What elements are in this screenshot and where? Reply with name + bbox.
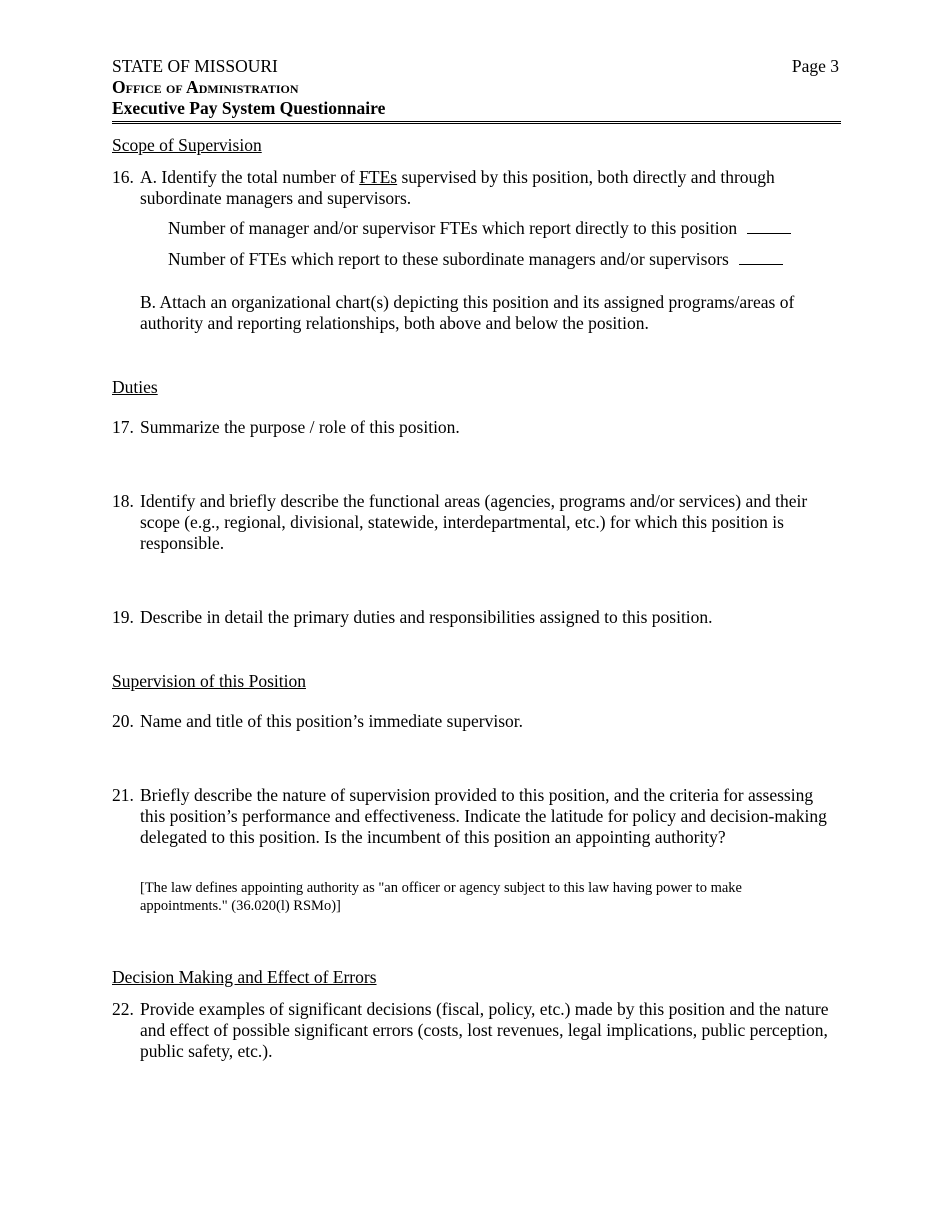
question-22-text: Provide examples of significant decisions (fiscal, policy, etc.) made by this position and the nature and effect of possible significant errors (costs, lost revenues, legal implications, public perception, public safety, etc.). (140, 999, 829, 1061)
question-16a-suffix: supervised by this position, both directly and through subordinate managers and supervisors. (140, 167, 775, 208)
section-decision-making: Decision Making and Effect of Errors (112, 967, 377, 987)
question-19-text: Describe in detail the primary duties and responsibilities assigned to this position. (140, 607, 713, 627)
header-state: STATE OF MISSOURI (112, 56, 278, 76)
appointing-authority-note: [The law defines appointing authority as "an officer or agency subject to this law having power to make appointments." (36.020(l) RSMo)] (140, 880, 742, 914)
subordinate-fte-line (168, 249, 783, 270)
header-office: Office of Administration (112, 77, 299, 97)
question-20 (112, 711, 839, 732)
question-number: 17. (112, 417, 134, 437)
question-17 (112, 417, 839, 438)
question-number: 16. (112, 167, 134, 187)
fte-term: FTEs (359, 167, 398, 187)
page-header (112, 56, 839, 119)
question-number: 20. (112, 711, 134, 731)
question-16b (112, 292, 839, 334)
question-16a-text (140, 167, 839, 209)
question-16b-text: B. Attach an organizational chart(s) depicting this position and its assigned programs/areas of authority and reporting relationships, both above and below the position. (140, 292, 795, 333)
header-title: Executive Pay System Questionnaire (112, 98, 386, 118)
question-16 (112, 167, 839, 209)
question-16a-prefix: A. Identify the total number of (140, 167, 360, 187)
direct-fte-label: Number of manager and/or supervisor FTEs which report directly to this position (168, 218, 738, 238)
question-21 (112, 785, 839, 848)
section-duties: Duties (112, 377, 158, 397)
document-page (112, 56, 839, 1061)
question-number: 21. (112, 785, 134, 805)
direct-fte-blank[interactable] (747, 218, 791, 234)
section-supervision-of-this-position: Supervision of this Position (112, 671, 306, 691)
question-number: 18. (112, 491, 134, 511)
question-number: 22. (112, 999, 134, 1019)
header-rule (112, 121, 841, 124)
question-20-text: Name and title of this position’s immediate supervisor. (140, 711, 524, 731)
question-21-text: Briefly describe the nature of supervision provided to this position, and the criteria for assessing this position’s performance and effectiveness. Indicate the latitude for policy and decision-making delegated to this position. Is the incumbent of this position an appointing authority? (140, 785, 827, 847)
page-number: Page 3 (791, 56, 839, 76)
direct-fte-line (168, 218, 791, 239)
question-18-text: Identify and briefly describe the functional areas (agencies, programs and/or services) and their scope (e.g., regional, divisional, statewide, interdepartmental, etc.) for which this position is responsible. (140, 491, 808, 553)
question-18 (112, 491, 839, 554)
subordinate-fte-label: Number of FTEs which report to these subordinate managers and/or supervisors (168, 249, 729, 269)
question-17-text: Summarize the purpose / role of this position. (140, 417, 460, 437)
subordinate-fte-blank[interactable] (739, 249, 783, 265)
question-19 (112, 607, 839, 628)
question-number: 19. (112, 607, 134, 627)
section-scope-of-supervision: Scope of Supervision (112, 135, 262, 155)
question-22 (112, 999, 839, 1062)
